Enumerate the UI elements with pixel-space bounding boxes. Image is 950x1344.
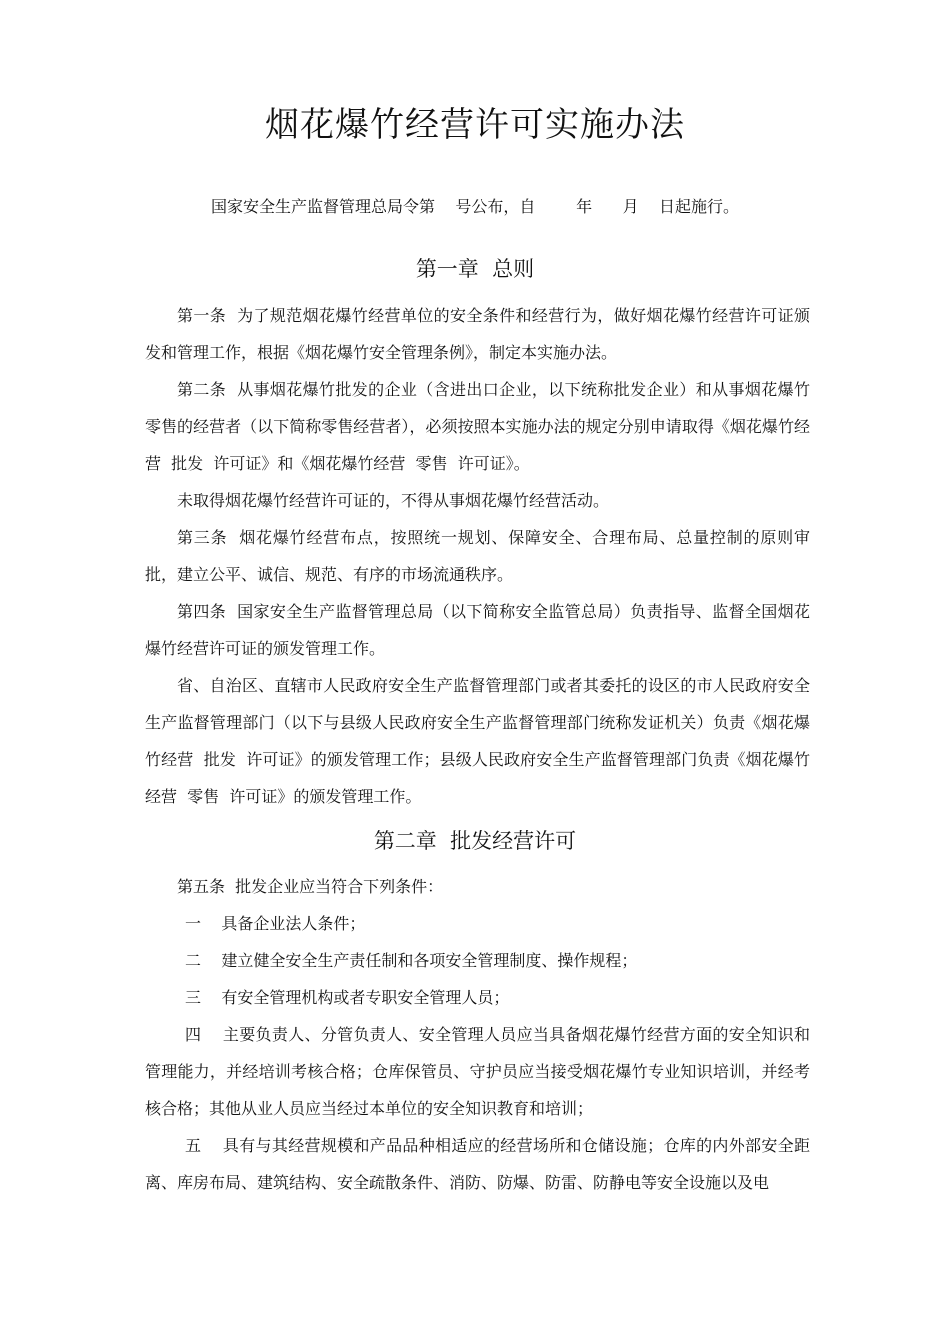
chapter-2-heading: 第二章 批发经营许可: [373, 829, 577, 853]
chapter-2-body: [145, 868, 810, 1201]
list-item: 二 建立健全安全生产责任制和各项安全管理制度、操作规程；: [185, 951, 638, 970]
promulgation-line: 国家安全生产监督管理总局令第 号公布，自 年 月 日起施行。: [211, 197, 739, 216]
document-title: 烟花爆竹经营许可实施办法: [265, 105, 685, 145]
article-4-paragraph: 第四条 国家安全生产监督管理总局（以下简称安全监管总局）负责指导、监督全国烟花爆竹经营许可证的颁发管理工作。: [145, 602, 810, 658]
article-2-paragraph: 第二条 从事烟花爆竹批发的企业（含进出口企业，以下统称批发企业）和从事烟花爆竹零售的经营者（以下简称零售经营者），必须按照本实施办法的规定分别申请取得《烟花爆竹经营 批发 许可证》和《烟花爆竹经营 零售 许可证》。: [145, 380, 810, 473]
list-item: 三 有安全管理机构或者专职安全管理人员；: [185, 988, 510, 1007]
list-item: 一 具备企业法人条件；: [185, 914, 366, 933]
list-item: 四 主要负责人、分管负责人、安全管理人员应当具备烟花爆竹经营方面的安全知识和管理能力，并经培训考核合格；仓库保管员、守护员应当接受烟花爆竹专业知识培训，并经考核合格；其他从业人员应当经过本单位的安全知识教育和培训；: [145, 1025, 810, 1118]
article-4-clause-paragraph: 省、自治区、直辖市人民政府安全生产监督管理部门或者其委托的设区的市人民政府安全生产监督管理部门（以下与县级人民政府安全生产监督管理部门统称发证机关）负责《烟花爆竹经营 批发 许可证》的颁发管理工作；县级人民政府安全生产监督管理部门负责《烟花爆竹经营 零售 许可证》的颁发管理工作。: [145, 676, 810, 806]
list-item: 五 具有与其经营规模和产品品种相适应的经营场所和仓储设施；仓库的内外部安全距离、库房布局、建筑结构、安全疏散条件、消防、防爆、防雷、防静电等安全设施以及电: [145, 1136, 810, 1192]
chapter-1-heading: 第一章 总则: [415, 257, 535, 281]
chapter-1-body: [145, 297, 810, 815]
article-5-intro: 第五条 批发企业应当符合下列条件：: [177, 877, 444, 896]
article-2-clause-paragraph: 未取得烟花爆竹经营许可证的，不得从事烟花爆竹经营活动。: [177, 491, 610, 510]
article-3-paragraph: 第三条 烟花爆竹经营布点，按照统一规划、保障安全、合理布局、总量控制的原则审批，建立公平、诚信、规范、有序的市场流通秩序。: [145, 528, 810, 584]
article-1-paragraph: 第一条 为了规范烟花爆竹经营单位的安全条件和经营行为，做好烟花爆竹经营许可证颁发和管理工作，根据《烟花爆竹安全管理条例》，制定本实施办法。: [145, 306, 810, 362]
